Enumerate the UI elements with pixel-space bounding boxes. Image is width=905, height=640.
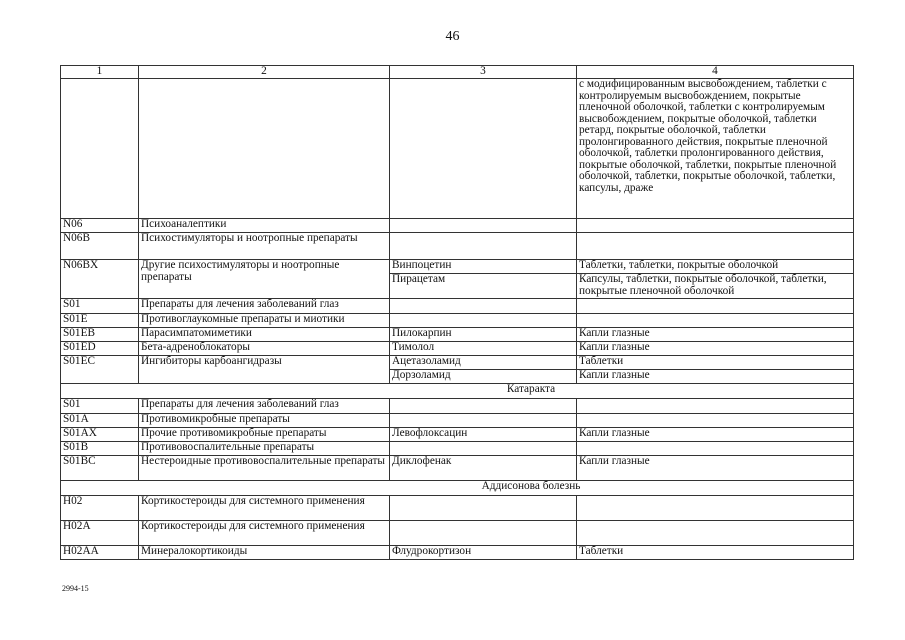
drug-cell: Пилокарпин xyxy=(390,328,577,342)
group-cell: Противомикробные препараты xyxy=(139,414,390,428)
group-cell xyxy=(139,79,390,219)
code-cell: S01E xyxy=(61,314,139,328)
form-cell: с модифицированным высвобождением, таблетки с контролируемым высвобождением, покрытые пленочной оболочкой, таблетки с контролируемым высвобождением, покрытые оболочкой, таблетки ретард, покрытые оболочкой, таблетки пролонгированного действия, покрытые пленочной оболочкой, таблетки пролонгированного действия, покрытые оболочкой, таблетки, покрытые пленочной оболочкой, таблетки, покрытые оболочкой, таблетки, капсулы, драже xyxy=(577,79,854,219)
form-cell: Капли глазные xyxy=(577,370,854,384)
form-cell xyxy=(577,521,854,546)
section-title-addison: Аддисонова болезнь xyxy=(61,481,854,496)
header-col-4: 4 xyxy=(577,66,854,79)
header-row xyxy=(61,66,854,79)
section-row xyxy=(61,481,854,496)
form-cell xyxy=(577,219,854,233)
form-cell: Капли глазные xyxy=(577,328,854,342)
form-cell: Капсулы, таблетки, покрытые оболочкой, таблетки, покрытые пленочной оболочкой xyxy=(577,274,854,299)
code-cell xyxy=(61,79,139,219)
drug-cell: Левофлоксацин xyxy=(390,428,577,442)
form-cell: Таблетки xyxy=(577,356,854,370)
group-cell: Нестероидные противовоспалительные препараты xyxy=(139,456,390,481)
table-row xyxy=(61,219,854,233)
table-row xyxy=(61,442,854,456)
form-cell xyxy=(577,314,854,328)
group-cell: Кортикостероиды для системного применения xyxy=(139,496,390,521)
table-row xyxy=(61,314,854,328)
section-title-cataract: Катаракта xyxy=(61,384,854,399)
drug-table xyxy=(60,65,854,560)
group-cell: Парасимпатомиметики xyxy=(139,328,390,342)
form-cell: Капли глазные xyxy=(577,342,854,356)
group-cell: Препараты для лечения заболеваний глаз xyxy=(139,399,390,414)
code-cell: H02A xyxy=(61,521,139,546)
table-row xyxy=(61,521,854,546)
drug-cell: Дорзоламид xyxy=(390,370,577,384)
form-cell: Капли глазные xyxy=(577,428,854,442)
table-row xyxy=(61,299,854,314)
header-col-3: 3 xyxy=(390,66,577,79)
code-cell: H02 xyxy=(61,496,139,521)
code-cell: N06BX xyxy=(61,260,139,299)
drug-cell xyxy=(390,442,577,456)
header-col-2: 2 xyxy=(139,66,390,79)
code-cell: S01A xyxy=(61,414,139,428)
form-cell xyxy=(577,496,854,521)
group-cell: Противовоспалительные препараты xyxy=(139,442,390,456)
group-cell: Другие психостимуляторы и ноотропные препараты xyxy=(139,260,390,299)
code-cell: S01B xyxy=(61,442,139,456)
group-cell: Противоглаукомные препараты и миотики xyxy=(139,314,390,328)
drug-cell xyxy=(390,233,577,260)
table-row xyxy=(61,456,854,481)
drug-cell xyxy=(390,521,577,546)
form-cell xyxy=(577,233,854,260)
code-cell: S01EC xyxy=(61,356,139,384)
code-cell: S01AX xyxy=(61,428,139,442)
group-cell: Препараты для лечения заболеваний глаз xyxy=(139,299,390,314)
table-row xyxy=(61,342,854,356)
table-row xyxy=(61,328,854,342)
drug-cell: Ацетазоламид xyxy=(390,356,577,370)
group-cell: Минералокортикоиды xyxy=(139,546,390,560)
code-cell: H02AA xyxy=(61,546,139,560)
drug-cell xyxy=(390,414,577,428)
group-cell: Ингибиторы карбоангидразы xyxy=(139,356,390,384)
code-cell: N06B xyxy=(61,233,139,260)
group-cell: Бета-адреноблокаторы xyxy=(139,342,390,356)
form-cell: Таблетки xyxy=(577,546,854,560)
code-cell: S01 xyxy=(61,399,139,414)
table-row xyxy=(61,496,854,521)
group-cell: Психостимуляторы и ноотропные препараты xyxy=(139,233,390,260)
code-cell: S01EB xyxy=(61,328,139,342)
drug-cell xyxy=(390,79,577,219)
form-cell xyxy=(577,442,854,456)
code-cell: S01ED xyxy=(61,342,139,356)
table-row xyxy=(61,546,854,560)
code-cell: N06 xyxy=(61,219,139,233)
form-cell xyxy=(577,399,854,414)
section-row xyxy=(61,384,854,399)
drug-cell xyxy=(390,219,577,233)
drug-cell: Винпоцетин xyxy=(390,260,577,274)
form-cell: Капли глазные xyxy=(577,456,854,481)
table-row xyxy=(61,428,854,442)
drug-cell: Диклофенак xyxy=(390,456,577,481)
table-row xyxy=(61,233,854,260)
drug-cell: Тимолол xyxy=(390,342,577,356)
table-row xyxy=(61,399,854,414)
table-row xyxy=(61,356,854,370)
document-code: 2994-15 xyxy=(62,584,89,593)
group-cell: Психоаналептики xyxy=(139,219,390,233)
table-row xyxy=(61,260,854,274)
code-cell: S01 xyxy=(61,299,139,314)
header-col-1: 1 xyxy=(61,66,139,79)
group-cell: Кортикостероиды для системного применения xyxy=(139,521,390,546)
form-cell: Таблетки, таблетки, покрытые оболочкой xyxy=(577,260,854,274)
page-number: 46 xyxy=(445,29,460,44)
drug-cell xyxy=(390,496,577,521)
form-cell xyxy=(577,414,854,428)
drug-cell xyxy=(390,399,577,414)
code-cell: S01BC xyxy=(61,456,139,481)
drug-cell: Флудрокортизон xyxy=(390,546,577,560)
table-row xyxy=(61,414,854,428)
drug-cell: Пирацетам xyxy=(390,274,577,299)
drug-cell xyxy=(390,299,577,314)
drug-cell xyxy=(390,314,577,328)
group-cell: Прочие противомикробные препараты xyxy=(139,428,390,442)
form-cell xyxy=(577,299,854,314)
continued-row xyxy=(61,79,854,219)
